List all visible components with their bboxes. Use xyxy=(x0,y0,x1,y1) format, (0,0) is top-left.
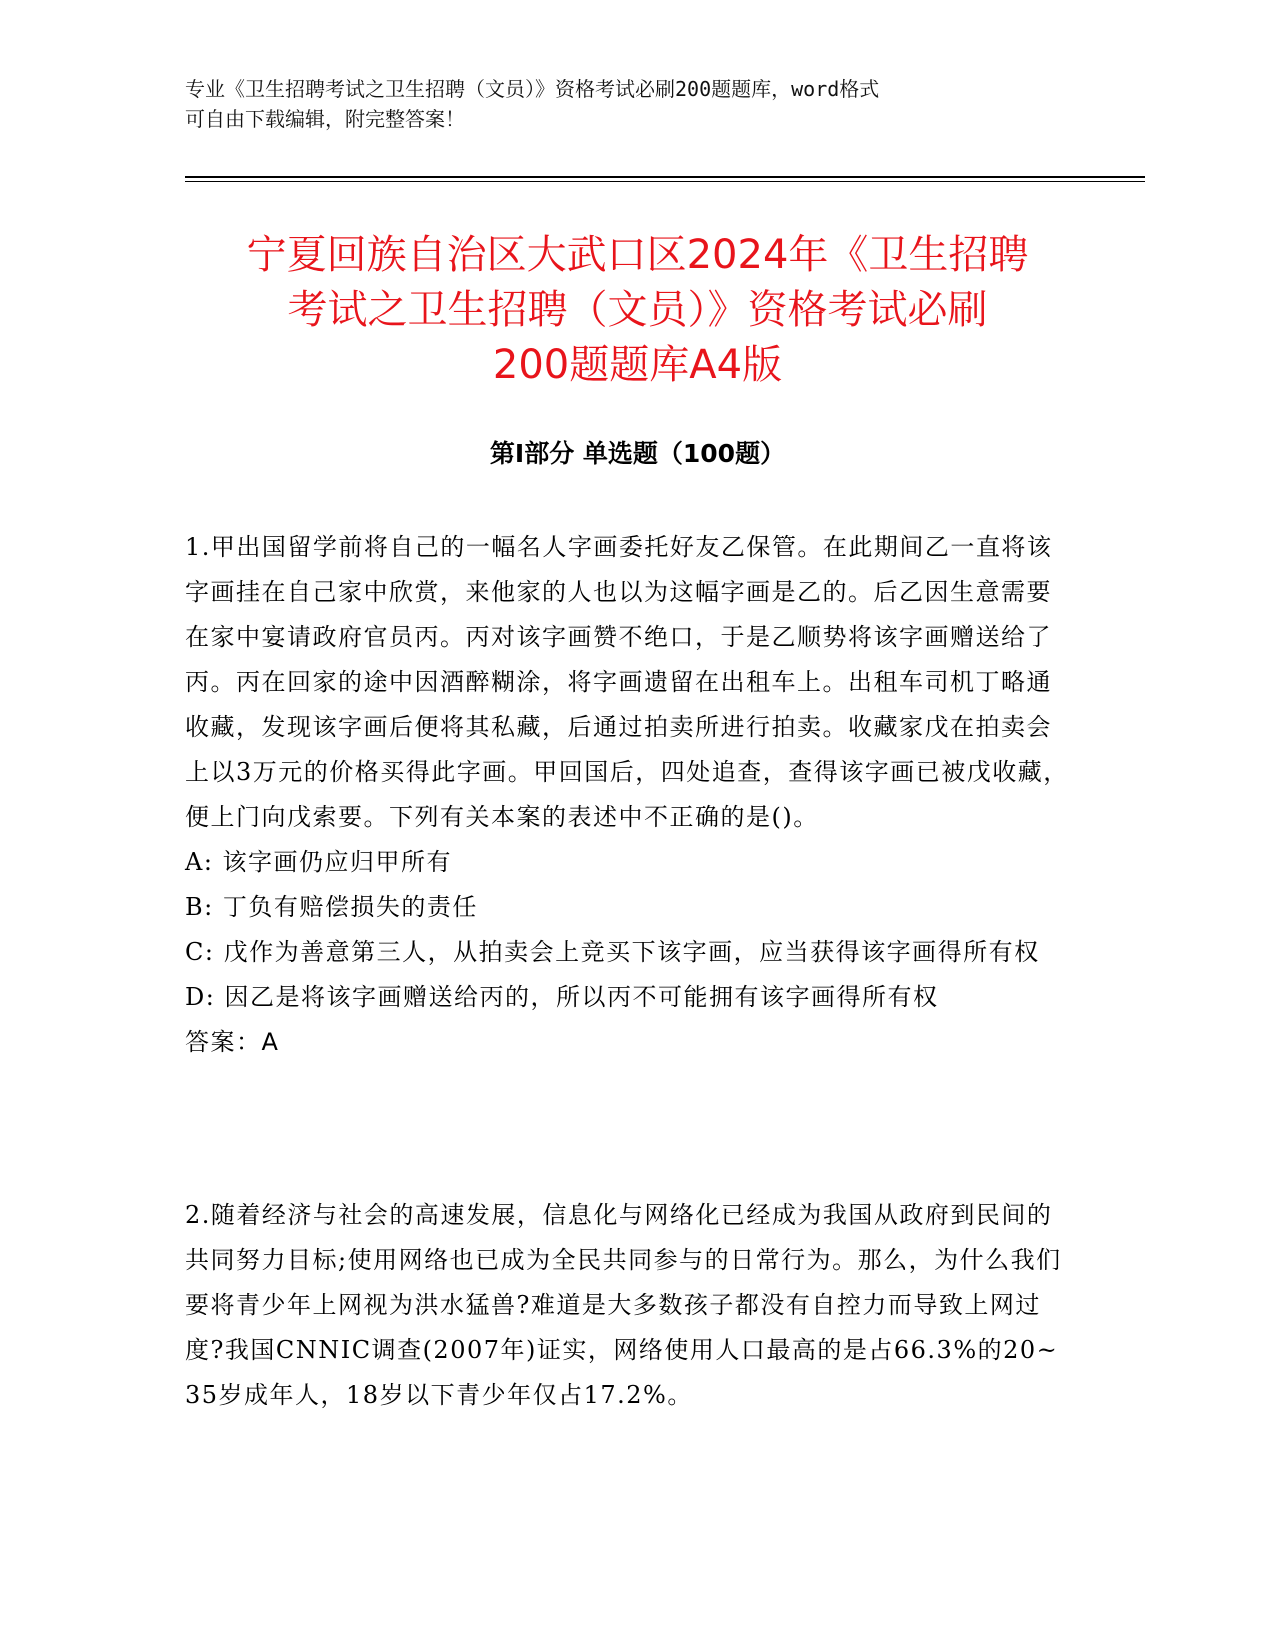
question-2 xyxy=(185,1193,1075,1418)
header-note xyxy=(185,74,1065,134)
document-title-line-2: 考试之卫生招聘（文员）》资格考试必刷 xyxy=(287,287,988,333)
header-divider-thick xyxy=(185,176,1145,178)
question-1-stem: 1.甲出国留学前将自己的一幅名人字画委托好友乙保管。在此期间乙一直将该字画挂在自己家中欣赏，来他家的人也以为这幅字画是乙的。后乙因生意需要在家中宴请政府官员丙。丙对该字画赞不绝口，于是乙顺势将该字画赠送给了丙。丙在回家的途中因酒醉糊涂，将字画遗留在出租车上。出租车司机丁略通收藏，发现该字画后便将其私藏，后通过拍卖所进行拍卖。收藏家戊在拍卖会上以3万元的价格买得此字画。甲回国后，四处追查，查得该字画已被戊收藏，便上门向戊索要。下列有关本案的表述中不正确的是()。 xyxy=(185,533,1069,831)
header-note-line-2: 可自由下载编辑，附完整答案！ xyxy=(185,107,465,131)
question-1 xyxy=(185,525,1075,1065)
question-1-option-d: D: 因乙是将该字画赠送给丙的，所以丙不可能拥有该字画得所有权 xyxy=(185,983,939,1011)
question-1-answer: 答案：A xyxy=(185,1028,280,1056)
section-title: 第Ⅰ部分 单选题（100题） xyxy=(489,439,786,468)
header-divider-thin xyxy=(185,181,1145,182)
document-title-line-3: 200题题库A4版 xyxy=(492,342,783,388)
question-1-option-b: B: 丁负有赔偿损失的责任 xyxy=(185,893,478,921)
question-2-stem: 2.随着经济与社会的高速发展，信息化与网络化已经成为我国从政府到民间的共同努力目标;使用网络也已成为全民共同参与的日常行为。那么，为什么我们要将青少年上网视为洪水猛兽?难道是大多数孩子都没有自控力而导致上网过度?我国CNNIC调查(2007年)证实，网络使用人口最高的是占66.3%的20~35岁成年人，18岁以下青少年仅占17.2%。 xyxy=(185,1201,1062,1409)
question-1-option-c: C: 戊作为善意第三人，从拍卖会上竞买下该字画，应当获得该字画得所有权 xyxy=(185,938,1040,966)
document-title-line-1: 宁夏回族自治区大武口区2024年《卫生招聘 xyxy=(246,232,1029,278)
header-note-line-1: 专业《卫生招聘考试之卫生招聘（文员）》资格考试必刷200题题库，word格式 xyxy=(185,77,880,101)
document-title xyxy=(160,228,1115,393)
question-1-option-a: A: 该字画仍应归甲所有 xyxy=(185,848,453,876)
